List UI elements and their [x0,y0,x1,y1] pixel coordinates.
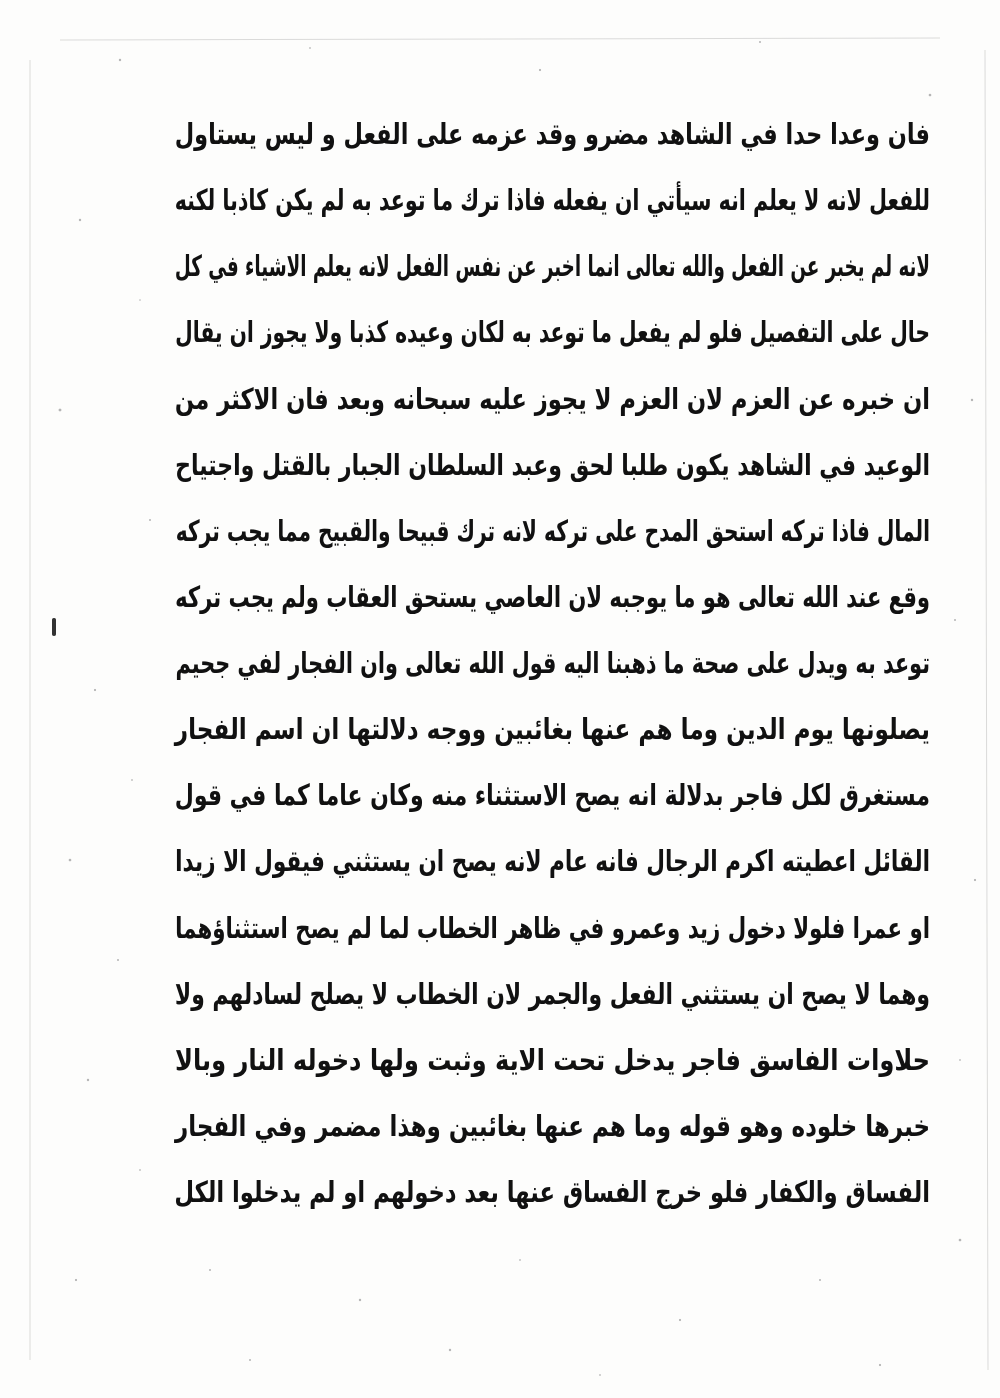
manuscript-line: مستغرق لكل فاجر بدلالة انه يصح الاستثناء منه وكان عاما كما في قول [174,778,931,813]
manuscript-line: يصلونها يوم الدين وما هم عنها بغائبين ووجه دلالتها ان اسم الفجار [174,712,930,747]
manuscript-line: فان وعدا حدا في الشاهد مضرو وقد عزمه على الفعل و ليس يستاول [174,117,930,151]
manuscript-line: للفعل لانه لا يعلم انه سيأتي ان يفعله فاذا ترك ما توعد به لم يكن كاذبا لكنه [174,183,931,218]
manuscript-line: القائل اعطيته اكرم الرجال فانه عام لانه يصح ان يستثني فيقول الا زيدا [175,844,930,879]
manuscript-line: الفساق والكفار فلو خرج الفساق عنها بعد دخولهم او لم يدخلوا الكل [174,1175,931,1209]
manuscript-text-block [175,108,930,1218]
manuscript-line: ان خبره عن العزم لان العزم لا يجوز عليه سبحانه وبعد فان الاكثر من [174,381,930,416]
manuscript-line: او عمرا فلولا دخول زيد وعمرو في ظاهر الخطاب لما لم يصح استثناؤهما [175,910,930,945]
manuscript-line: لانه لم يخبر عن الفعل والله تعالى انما اخبر عن نفس الفعل لانه يعلم الاشياء في كل [174,249,930,284]
manuscript-line: توعد به ويدل على صحة ما ذهبنا اليه قول الله تعالى وان الفجار لفي جحيم [175,646,930,680]
margin-ink-mark [52,618,56,636]
manuscript-line: خبرها خلوده وهو قوله وما هم عنها بغائبين وهذا مضمر وفي الفجار [174,1108,930,1143]
manuscript-line: وهما لا يصح ان يستثني الفعل والجمر لان الخطاب لا يصلح لسادلهم ولا [174,976,930,1011]
manuscript-line: الوعيد في الشاهد يكون طلبا لحق وعبد السلطان الجبار بالقتل واجتياح [175,447,930,482]
manuscript-line: حلاوات الفاسق فاجر يدخل تحت الاية وثبت ولها دخوله النار وبالا [175,1042,930,1077]
manuscript-line: المال فاذا تركه استحق المدح على تركه لانه ترك قبيحا والقبيح مما يجب تركه [175,513,930,548]
manuscript-line: حال على التفصيل فلو لم يفعل ما توعد به لكان وعيده كذبا ولا يجوز ان يقال [175,315,930,350]
manuscript-line: وقع عند الله تعالى هو ما يوجبه لان العاصي يستحق العقاب ولم يجب تركه [175,579,930,614]
